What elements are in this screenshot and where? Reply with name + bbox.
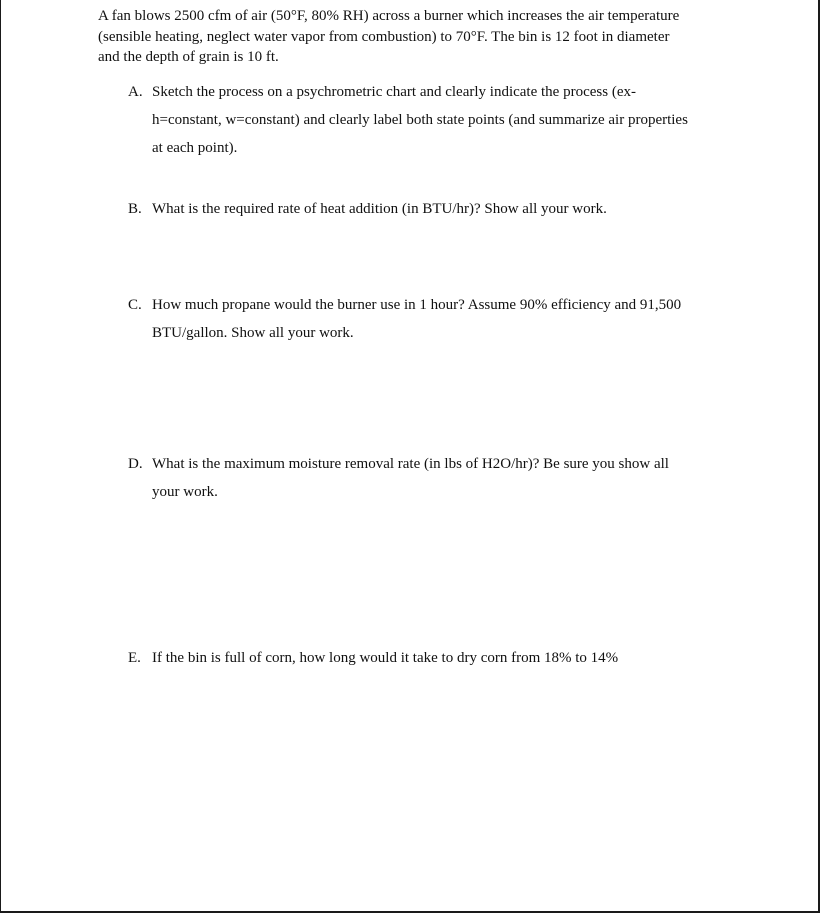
problem-statement-line: A fan blows 2500 cfm of air (50°F, 80% RH) across a burner which increases the air temperature — [98, 8, 680, 24]
question-text-line: If the bin is full of corn, how long would it take to dry corn from 18% to 14% — [152, 650, 619, 666]
question-d — [128, 450, 748, 506]
question-c — [128, 291, 748, 347]
question-letter: A. — [128, 84, 143, 100]
question-text-line: What is the required rate of heat addition (in BTU/hr)? Show all your work. — [152, 201, 607, 217]
question-letter: B. — [128, 201, 142, 217]
question-letter: D. — [128, 456, 143, 472]
problem-statement-line: and the depth of grain is 10 ft. — [98, 49, 279, 65]
question-a — [128, 78, 748, 162]
problem-statement-line: (sensible heating, neglect water vapor from combustion) to 70°F. The bin is 12 foot in diameter — [98, 28, 670, 45]
question-text-line: your work. — [152, 484, 218, 500]
problem-statement — [98, 6, 758, 68]
question-text-line: What is the maximum moisture removal rate (in lbs of H2O/hr)? Be sure you show all — [152, 456, 669, 472]
question-letter: E. — [128, 650, 141, 666]
question-letter: C. — [128, 297, 142, 313]
question-b — [128, 195, 748, 223]
question-e — [128, 644, 748, 672]
question-text-line: at each point). — [152, 140, 238, 156]
question-text-line: BTU/gallon. Show all your work. — [152, 325, 354, 341]
question-text-line: h=constant, w=constant) and clearly label both state points (and summarize air properties — [152, 112, 688, 128]
question-text-line: How much propane would the burner use in 1 hour? Assume 90% efficiency and 91,500 — [152, 297, 682, 313]
question-text-line: Sketch the process on a psychrometric chart and clearly indicate the process (ex- — [152, 84, 636, 100]
